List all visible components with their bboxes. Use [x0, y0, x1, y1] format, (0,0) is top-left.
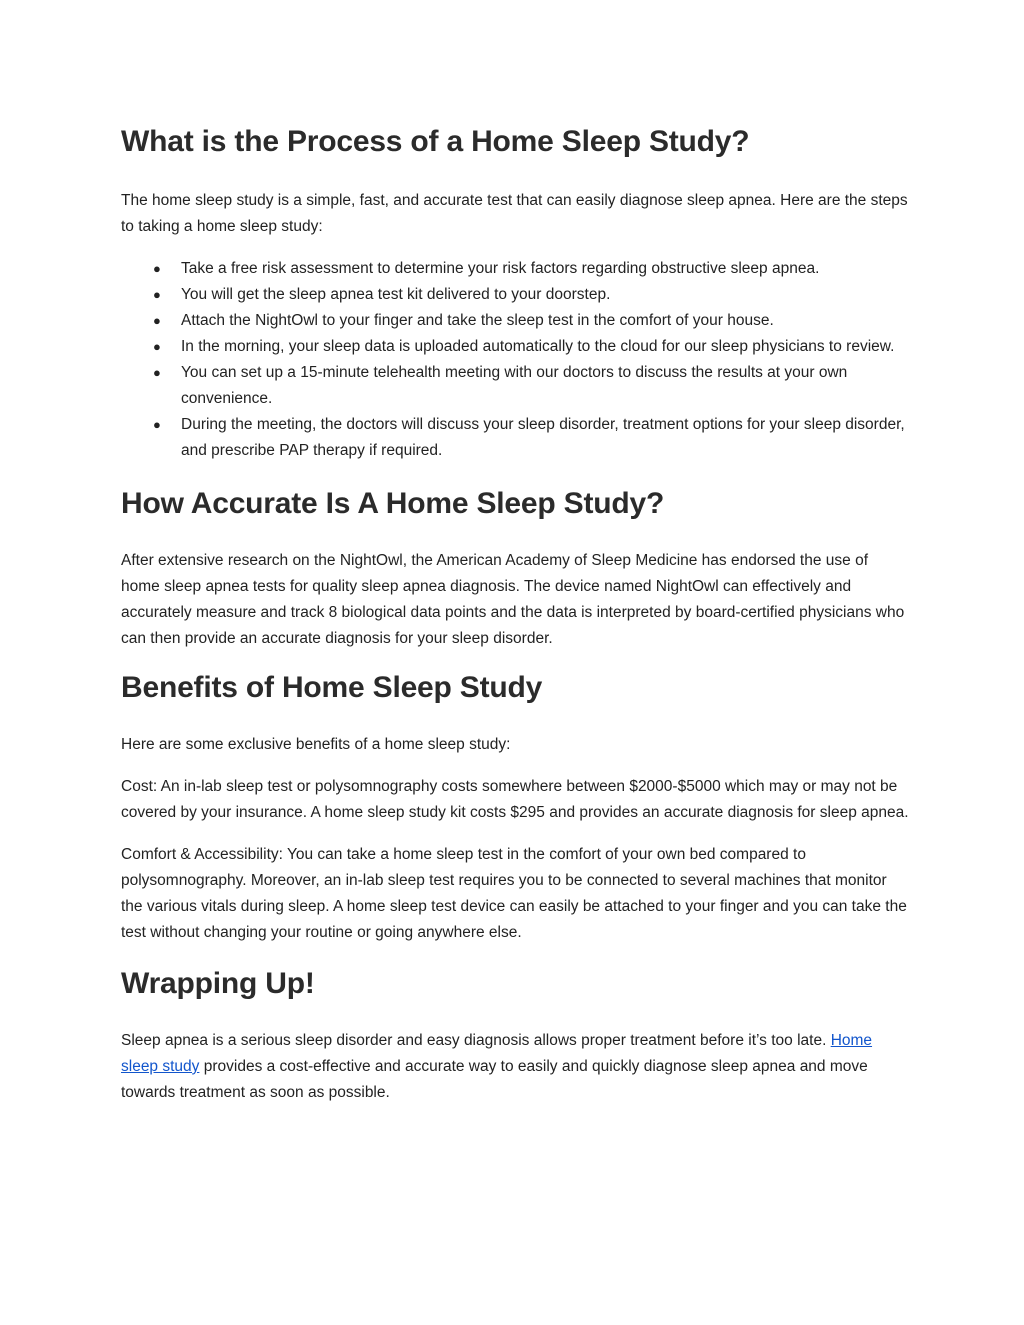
list-item — [121, 360, 911, 412]
bullet-icon: ● — [153, 339, 161, 354]
bullet-icon: ● — [153, 365, 161, 380]
heading-process: What is the Process of a Home Sleep Study? — [121, 125, 750, 158]
process-steps-list — [121, 256, 911, 464]
bullet-icon: ● — [153, 417, 161, 432]
heading-wrapping-up: Wrapping Up! — [121, 967, 315, 1000]
heading-benefits: Benefits of Home Sleep Study — [121, 671, 543, 704]
heading-accuracy: How Accurate Is A Home Sleep Study? — [121, 487, 665, 520]
wrapping-up-text-end: provides a cost-effective and accurate way to easily and quickly diagnose sleep apnea and move towards treatment as soon as possible. — [121, 1058, 868, 1101]
list-item — [121, 412, 911, 464]
list-item-text: Attach the NightOwl to your finger and take the sleep test in the comfort of your house. — [181, 312, 774, 329]
bullet-icon: ● — [153, 261, 161, 276]
document-page — [121, 116, 911, 1106]
list-item-text: You will get the sleep apnea test kit delivered to your doorstep. — [181, 286, 611, 303]
list-item — [121, 256, 911, 282]
list-item — [121, 282, 911, 308]
benefit-comfort-paragraph: Comfort & Accessibility: You can take a home sleep test in the comfort of your own bed compared to polysomnography. Moreover, an in-lab sleep test requires you to be connected to several machines that monitor the various vitals during sleep. A home sleep test device can easily be attached to your finger and you can take the test without changing your routine or going anywhere else. — [121, 846, 907, 941]
wrapping-up-paragraph — [121, 1028, 911, 1106]
list-item-text: Take a free risk assessment to determine your risk factors regarding obstructive sleep apnea. — [181, 260, 820, 277]
list-item — [121, 308, 911, 334]
wrapping-up-text-start: Sleep apnea is a serious sleep disorder and easy diagnosis allows proper treatment before it’s too late. — [121, 1032, 831, 1049]
list-item-text: You can set up a 15-minute telehealth meeting with our doctors to discuss the results at your own convenience. — [181, 364, 848, 407]
benefit-cost-paragraph: Cost: An in-lab sleep test or polysomnography costs somewhere between $2000-$5000 which may or may not be covered by your insurance. A home sleep study kit costs $295 and provides an accurate diagnosis for sleep apnea. — [121, 778, 909, 821]
benefits-intro-paragraph: Here are some exclusive benefits of a home sleep study: — [121, 736, 511, 753]
list-item-text: In the morning, your sleep data is uploaded automatically to the cloud for our sleep physicians to review. — [181, 338, 895, 355]
accuracy-paragraph: After extensive research on the NightOwl, the American Academy of Sleep Medicine has endorsed the use of home sleep apnea tests for quality sleep apnea diagnosis. The device named NightOwl can effectively and accurately measure and track 8 biological data points and the data is interpreted by board-certified physicians who can then provide an accurate diagnosis for your sleep disorder. — [121, 552, 905, 647]
process-intro-paragraph: The home sleep study is a simple, fast, and accurate test that can easily diagnose sleep apnea. Here are the steps to taking a home sleep study: — [121, 192, 908, 235]
home-sleep-study-link[interactable]: Home sleep study — [121, 1032, 873, 1075]
bullet-icon: ● — [153, 287, 161, 302]
list-item — [121, 334, 911, 360]
bullet-icon: ● — [153, 313, 161, 328]
list-item-text: During the meeting, the doctors will discuss your sleep disorder, treatment options for your sleep disorder, and prescribe PAP therapy if required. — [181, 416, 905, 459]
